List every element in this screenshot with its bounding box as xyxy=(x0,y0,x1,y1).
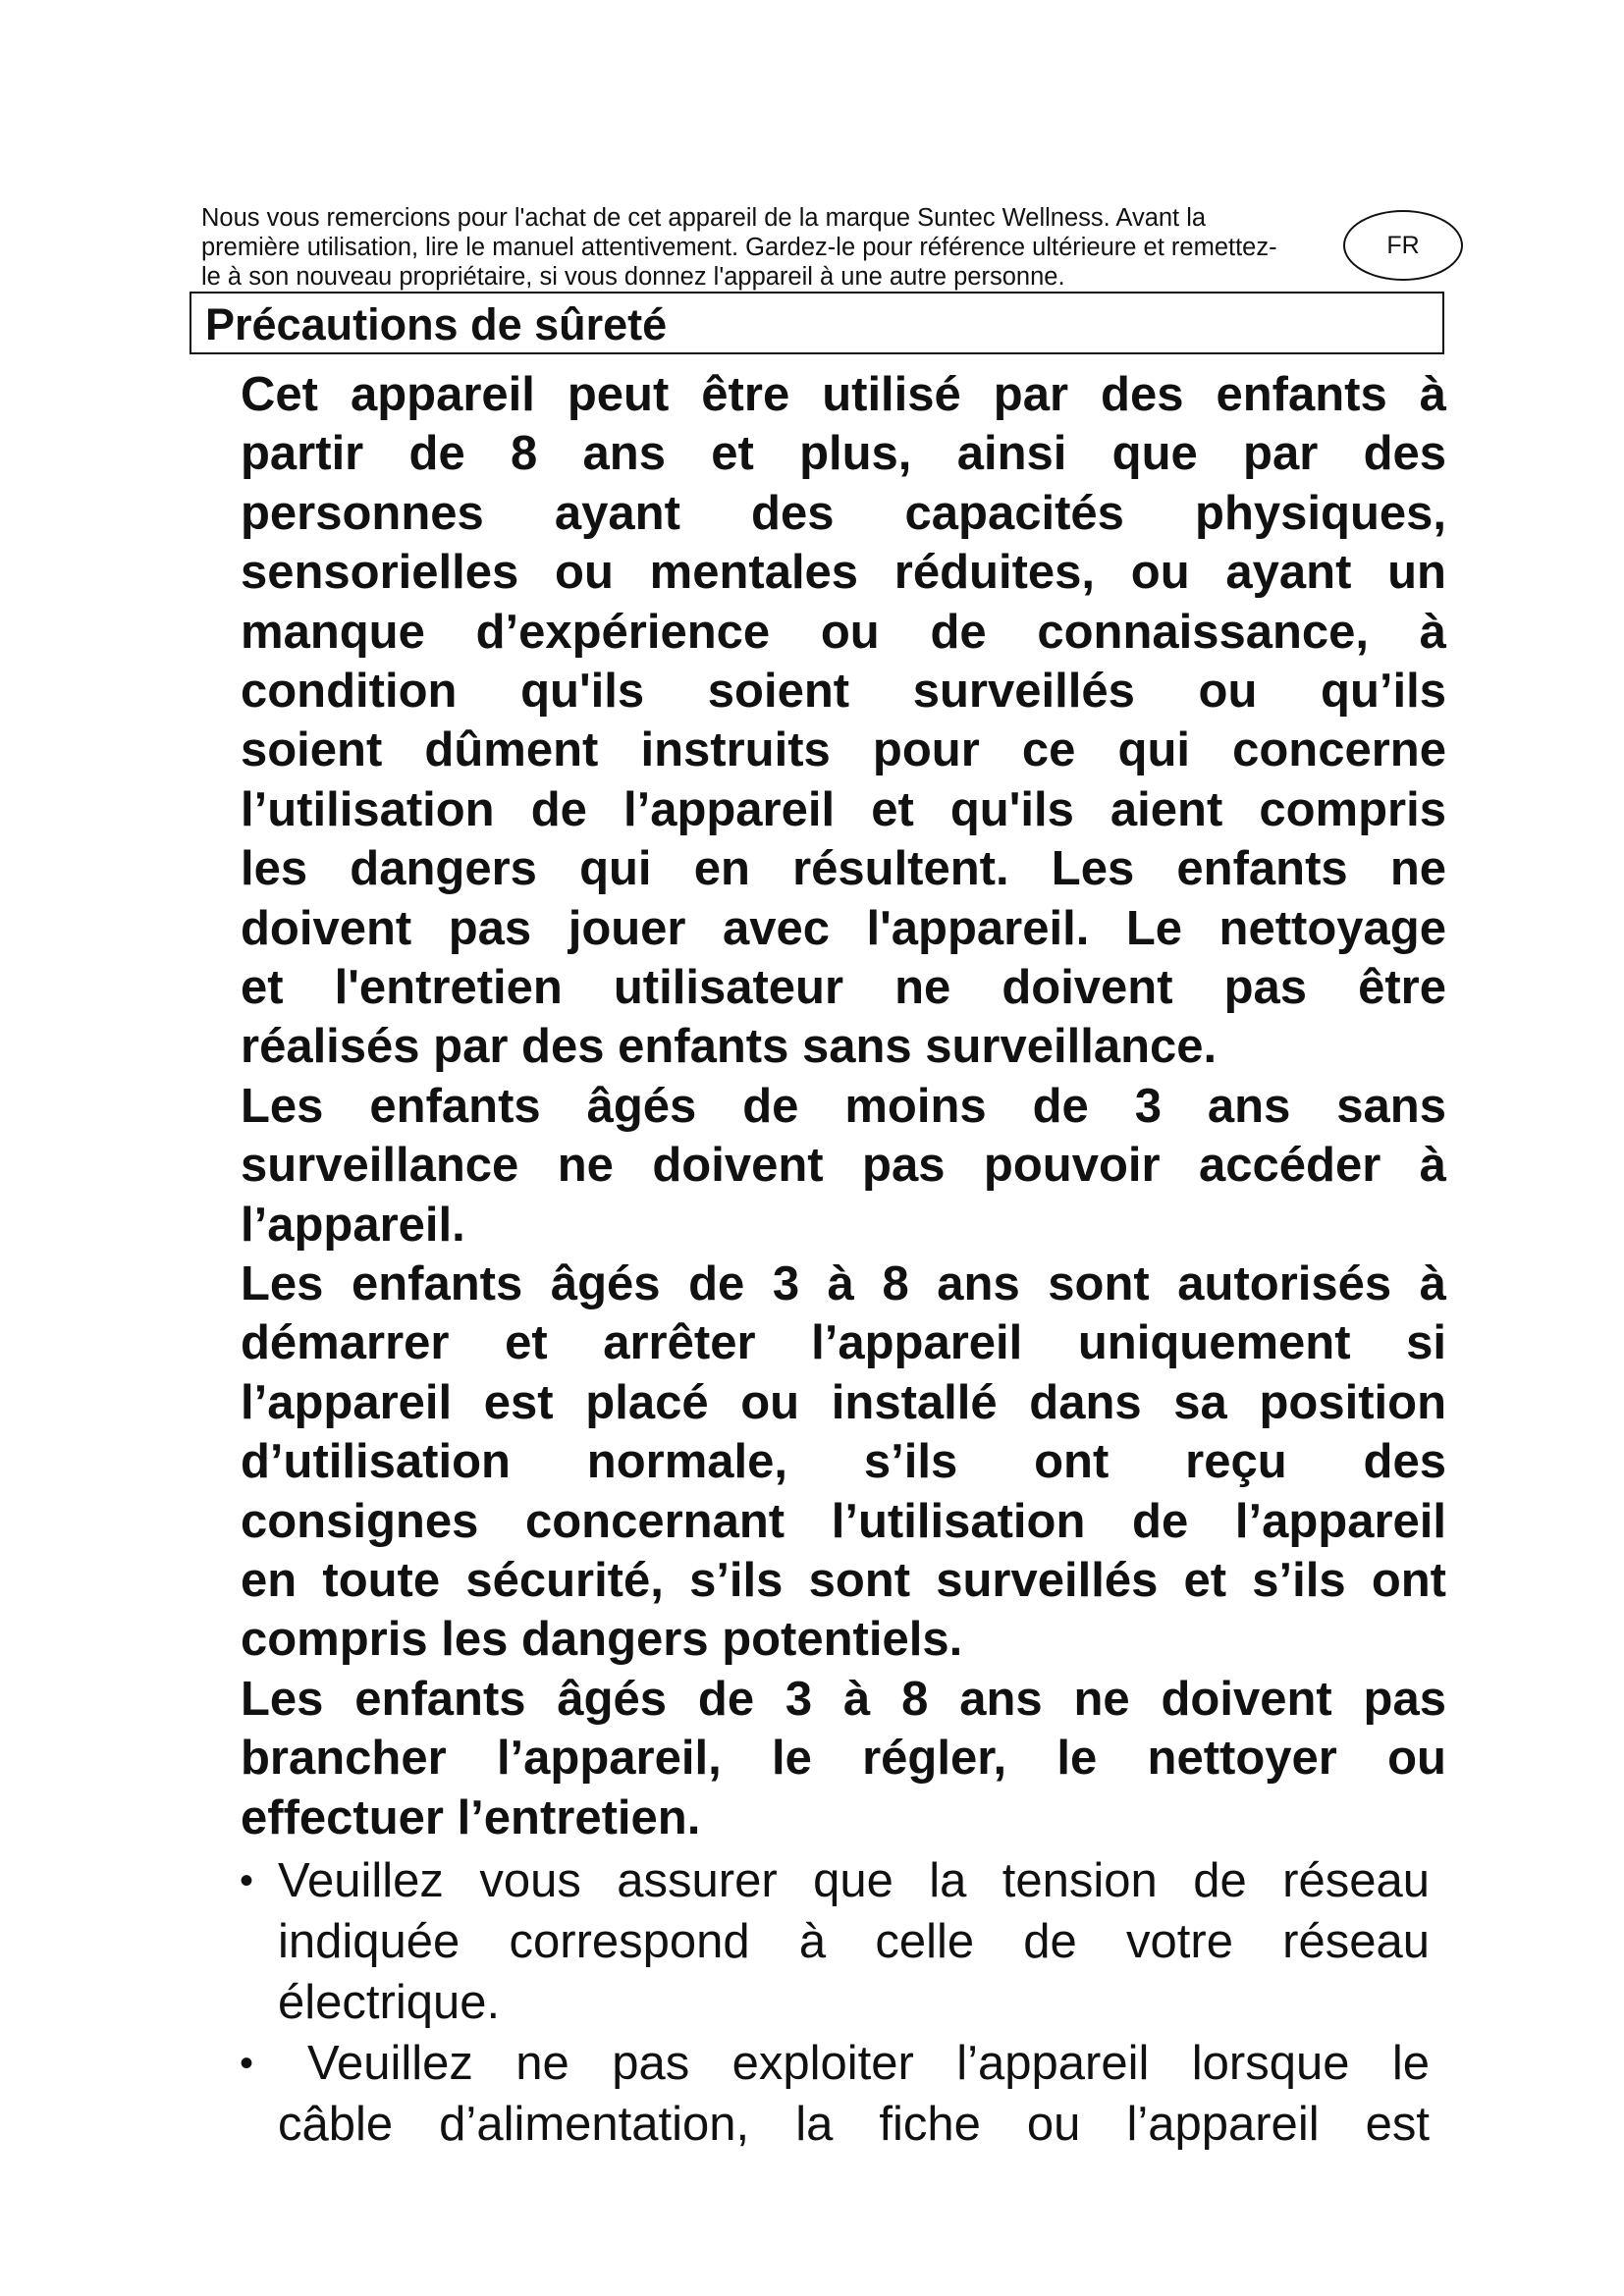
language-badge: FR xyxy=(1343,210,1463,281)
warning-line: personnes ayant des capacités physiques, xyxy=(241,486,1446,540)
warning-line: partir de 8 ans et plus, ainsi que par des xyxy=(241,427,1446,481)
bullet-text xyxy=(278,2033,1430,2155)
warning-paragraph xyxy=(241,365,1446,1077)
warning-line: démarrer et arrêter l’appareil uniquement si xyxy=(241,1316,1446,1370)
bullet-item xyxy=(240,1850,1430,2033)
bullet-line: électrique. xyxy=(278,1976,501,2029)
warning-line: manque d’expérience ou de connaissance, à xyxy=(241,605,1446,659)
warning-line: réalisés par des enfants sans surveillance. xyxy=(241,1020,1218,1074)
warning-line: en toute sécurité, s’ils sont surveillés et s’ils ont xyxy=(241,1554,1446,1608)
warning-line: Les enfants âgés de moins de 3 ans sans xyxy=(241,1080,1446,1133)
intro-line: le à son nouveau propriétaire, si vous donnez l'appareil à une autre personne. xyxy=(201,263,1065,291)
bullet-line: indiquée correspond à celle de votre réseau xyxy=(278,1915,1430,1968)
warning-line: condition qu'ils soient surveillés ou qu’ils xyxy=(241,665,1446,719)
warning-line: d’utilisation normale, s’ils ont reçu des xyxy=(241,1435,1446,1489)
warning-line: Les enfants âgés de 3 à 8 ans ne doivent pas xyxy=(241,1673,1446,1726)
warning-paragraph xyxy=(241,1255,1446,1670)
section-header xyxy=(189,292,1444,354)
bullet-marker: • xyxy=(240,2042,254,2085)
warning-line: l’utilisation de l’appareil et qu'ils aient compris xyxy=(241,782,1446,836)
warning-line: et l'entretien utilisateur ne doivent pas être xyxy=(241,961,1446,1015)
intro-text xyxy=(201,203,1309,292)
section-title: Précautions de sûreté xyxy=(205,299,668,349)
warning-line: doivent pas jouer avec l'appareil. Le nettoyage xyxy=(241,901,1446,955)
warning-line: l’appareil. xyxy=(241,1198,465,1252)
intro-line: Nous vous remercions pour l'achat de cet appareil de la marque Suntec Wellness. Avant la xyxy=(201,204,1207,232)
warning-line: effectuer l’entretien. xyxy=(241,1790,701,1844)
intro-line: première utilisation, lire le manuel attentivement. Gardez-le pour référence ultérieure et remettez- xyxy=(201,234,1277,261)
bullet-text xyxy=(278,1850,1430,2033)
warning-line: brancher l’appareil, le régler, le nettoyer ou xyxy=(241,1732,1446,1786)
warning-line: les dangers qui en résultent. Les enfants ne xyxy=(241,842,1446,896)
warning-line: consignes concernant l’utilisation de l’appareil xyxy=(241,1494,1446,1548)
warning-line: Les enfants âgés de 3 à 8 ans sont autorisés à xyxy=(241,1257,1446,1310)
warning-paragraph xyxy=(241,1077,1446,1255)
warning-line: sensorielles ou mentales réduites, ou ayant un xyxy=(241,546,1446,600)
bullet-line: Veuillez vous assurer que la tension de réseau xyxy=(278,1854,1430,1907)
warning-line: Cet appareil peut être utilisé par des enfants à xyxy=(241,368,1446,421)
bullet-line: câble d’alimentation, la fiche ou l’appareil est xyxy=(278,2098,1430,2151)
bullet-line: Veuillez ne pas exploiter l’appareil lorsque le xyxy=(307,2037,1430,2090)
bullet-item xyxy=(240,2033,1430,2155)
warning-line: compris les dangers potentiels. xyxy=(241,1613,963,1667)
warning-line: l’appareil est placé ou installé dans sa position xyxy=(241,1375,1446,1429)
bullet-marker: • xyxy=(240,1859,254,1902)
warning-line: soient dûment instruits pour ce qui concerne xyxy=(241,723,1446,777)
warning-line: surveillance ne doivent pas pouvoir accéder à xyxy=(241,1139,1446,1193)
warning-paragraph xyxy=(241,1670,1446,1847)
